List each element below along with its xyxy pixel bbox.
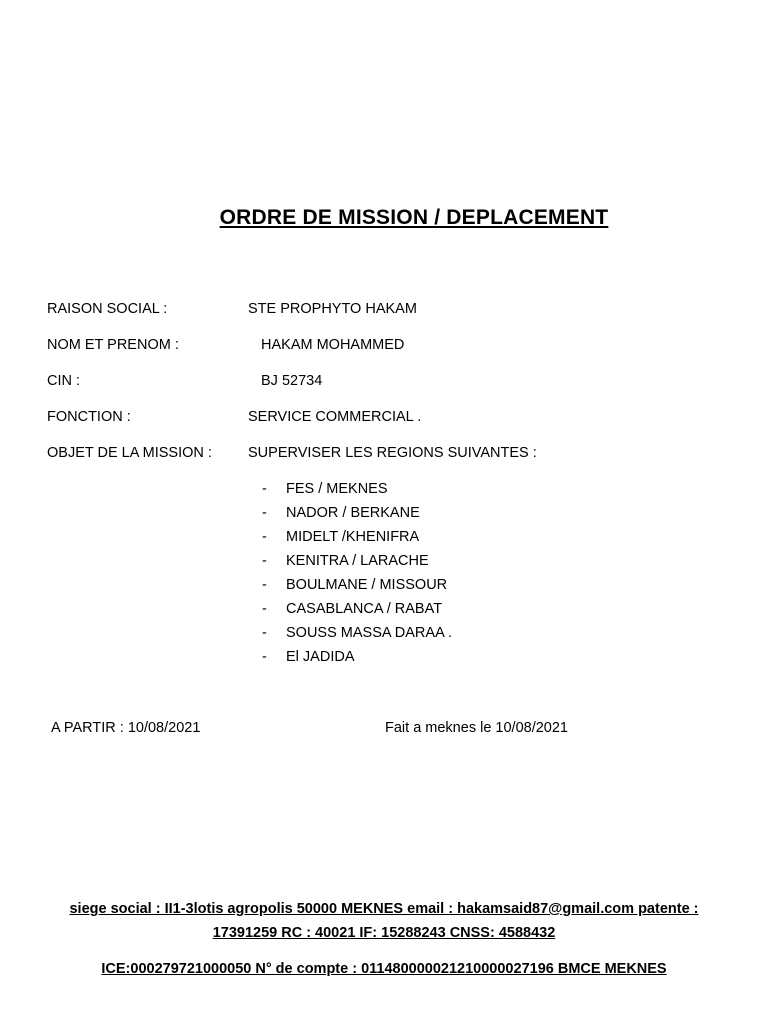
region-name: NADOR / BERKANE [286,505,420,521]
label-raison-social: RAISON SOCIAL : [47,301,168,317]
region-name: BOULMANE / MISSOUR [286,577,448,593]
region-name: MIDELT /KHENIFRA [286,529,420,545]
value-objet-mission: SUPERVISER LES REGIONS SUIVANTES : [248,445,537,461]
bullet: - [262,601,267,617]
value-fonction: SERVICE COMMERCIAL . [248,409,422,425]
bullet: - [262,625,267,641]
bullet: - [262,553,267,569]
region-name: El JADIDA [286,649,355,665]
label-fonction: FONCTION : [47,409,131,425]
bullet: - [262,481,267,497]
bullet: - [262,529,267,545]
list-item [262,481,388,497]
list-item [262,649,355,665]
label-objet-mission: OBJET DE LA MISSION : [47,445,212,461]
region-name: KENITRA / LARACHE [286,553,429,569]
bullet: - [262,505,267,521]
start-date: A PARTIR : 10/08/2021 [51,720,201,736]
list-item [262,505,420,521]
value-nom-prenom: HAKAM MOHAMMED [261,337,405,353]
bullet: - [262,577,267,593]
value-cin: BJ 52734 [261,373,323,389]
signature-place-date: Fait a meknes le 10/08/2021 [385,720,568,736]
bullet: - [262,649,267,665]
list-item [262,529,419,545]
list-item [262,625,452,641]
list-item [262,601,442,617]
label-cin: CIN : [47,373,81,389]
label-nom-prenom: NOM ET PRENOM : [47,337,179,353]
region-name: SOUSS MASSA DARAA . [286,625,452,641]
region-name: CASABLANCA / RABAT [286,601,443,617]
region-name: FES / MEKNES [286,481,388,497]
value-raison-social: STE PROPHYTO HAKAM [248,301,417,317]
footer-line-2: 17391259 RC : 40021 IF: 15288243 CNSS: 4588432 [212,925,556,941]
document-title: ORDRE DE MISSION / DEPLACEMENT [219,206,609,229]
list-item [262,577,447,593]
list-item [262,553,429,569]
footer-line-3: ICE:000279721000050 N° de compte : 011480000021210000027196 BMCE MEKNES [101,961,667,977]
footer-line-1: siege social : II1-3lotis agropolis 50000 MEKNES email : hakamsaid87@gmail.com patente : [69,901,699,917]
